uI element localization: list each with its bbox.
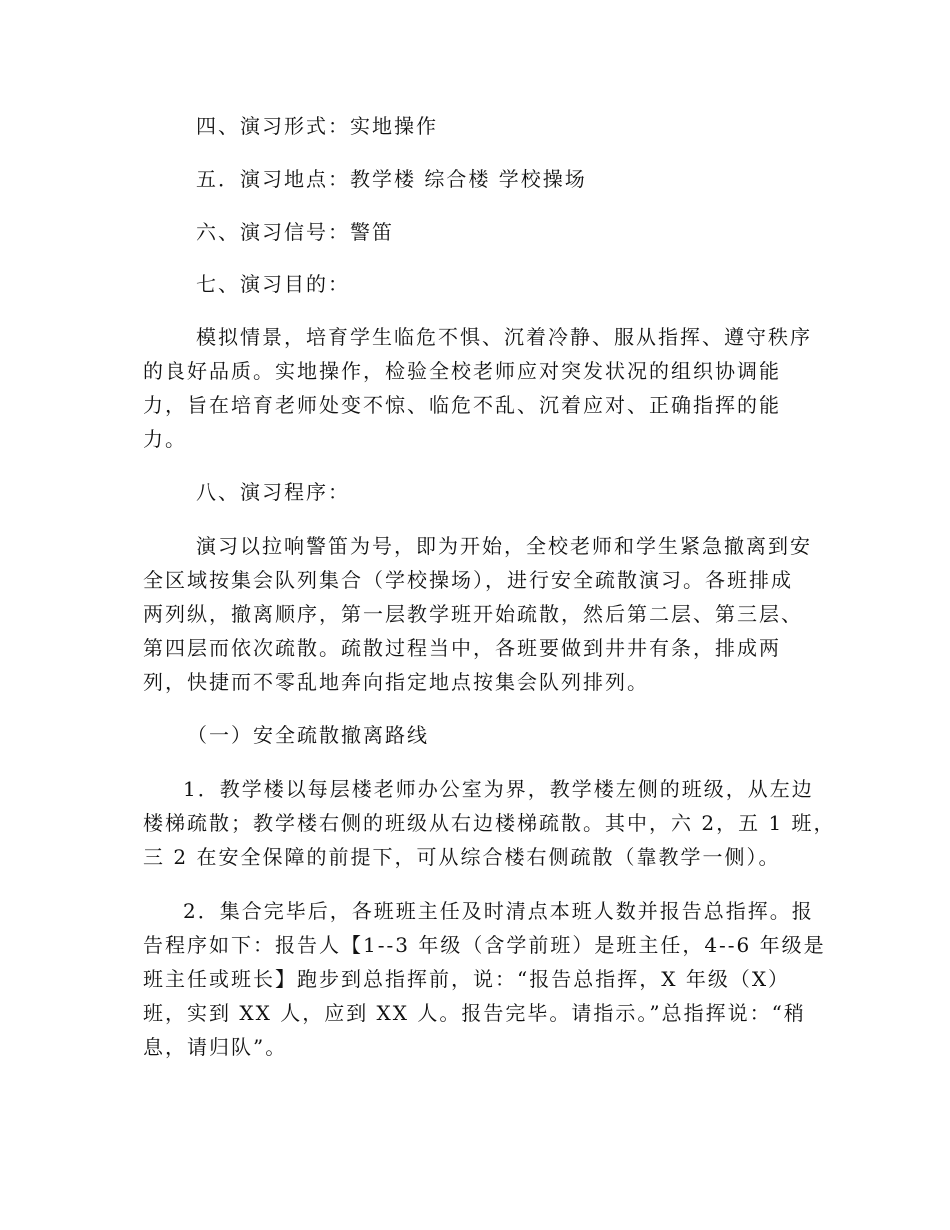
purpose-paragraph-line-4: 力。 bbox=[143, 427, 187, 451]
procedure-paragraph-line-2: 全区域按集会队列集合（学校操场），进行安全疏散演习。各班排成 bbox=[143, 568, 793, 592]
route-item-2-line-3: 班主任或班长】跑步到总指挥前，说：“报告总指挥，X 年级（X） bbox=[143, 967, 791, 991]
route-item-2-line-1: 2．集合完毕后，各班班主任及时清点本班人数并报告总指挥。报 bbox=[183, 899, 814, 923]
purpose-paragraph-line-2: 的良好品质。实地操作，检验全校老师应对突发状况的组织协调能 bbox=[143, 359, 781, 383]
route-item-1-line-3: 三 2 在安全保障的前提下，可从综合楼右侧疏散（靠教学一侧）。 bbox=[143, 845, 781, 869]
section-8-heading: 八、演习程序： bbox=[196, 480, 350, 504]
route-item-1-line-1: 1．教学楼以每层楼老师办公室为界，教学楼左侧的班级，从左边 bbox=[183, 777, 814, 801]
procedure-paragraph-line-3: 两列纵，撤离顺序，第一层教学班开始疏散，然后第二层、第三层、 bbox=[143, 602, 803, 626]
purpose-paragraph-line-3: 力，旨在培育老师处变不惊、临危不乱、沉着应对、正确指挥的能 bbox=[143, 393, 781, 417]
route-item-2-line-5: 息，请归队”。 bbox=[143, 1035, 288, 1059]
procedure-paragraph-line-4: 第四层而依次疏散。疏散过程当中，各班要做到井井有条，排成两 bbox=[143, 636, 781, 660]
section-5-heading: 五．演习地点：教学楼 综合楼 学校操场 bbox=[196, 167, 587, 191]
section-6-heading: 六、演习信号：警笛 bbox=[196, 220, 394, 244]
route-item-1-line-2: 楼梯疏散；教学楼右侧的班级从右边楼梯疏散。其中，六 2，五 1 班， bbox=[143, 811, 836, 835]
subsection-1-heading: （一）安全疏散撤离路线 bbox=[187, 723, 429, 747]
section-7-heading: 七、演习目的： bbox=[196, 272, 350, 296]
route-item-2-line-2: 告程序如下：报告人【1--3 年级（含学前班）是班主任，4--6 年级是 bbox=[143, 933, 826, 957]
section-4-heading: 四、演习形式：实地操作 bbox=[196, 114, 438, 138]
route-item-2-line-4: 班，实到 XX 人，应到 XX 人。报告完毕。请指示。”总指挥说：“稍 bbox=[143, 1001, 806, 1025]
purpose-paragraph-line-1: 模拟情景，培育学生临危不惧、沉着冷静、服从指挥、遵守秩序 bbox=[196, 325, 812, 349]
procedure-paragraph-line-1: 演习以拉响警笛为号，即为开始，全校老师和学生紧急撤离到安 bbox=[196, 534, 812, 558]
procedure-paragraph-line-5: 列，快捷而不零乱地奔向指定地点按集会队列排列。 bbox=[143, 670, 649, 694]
